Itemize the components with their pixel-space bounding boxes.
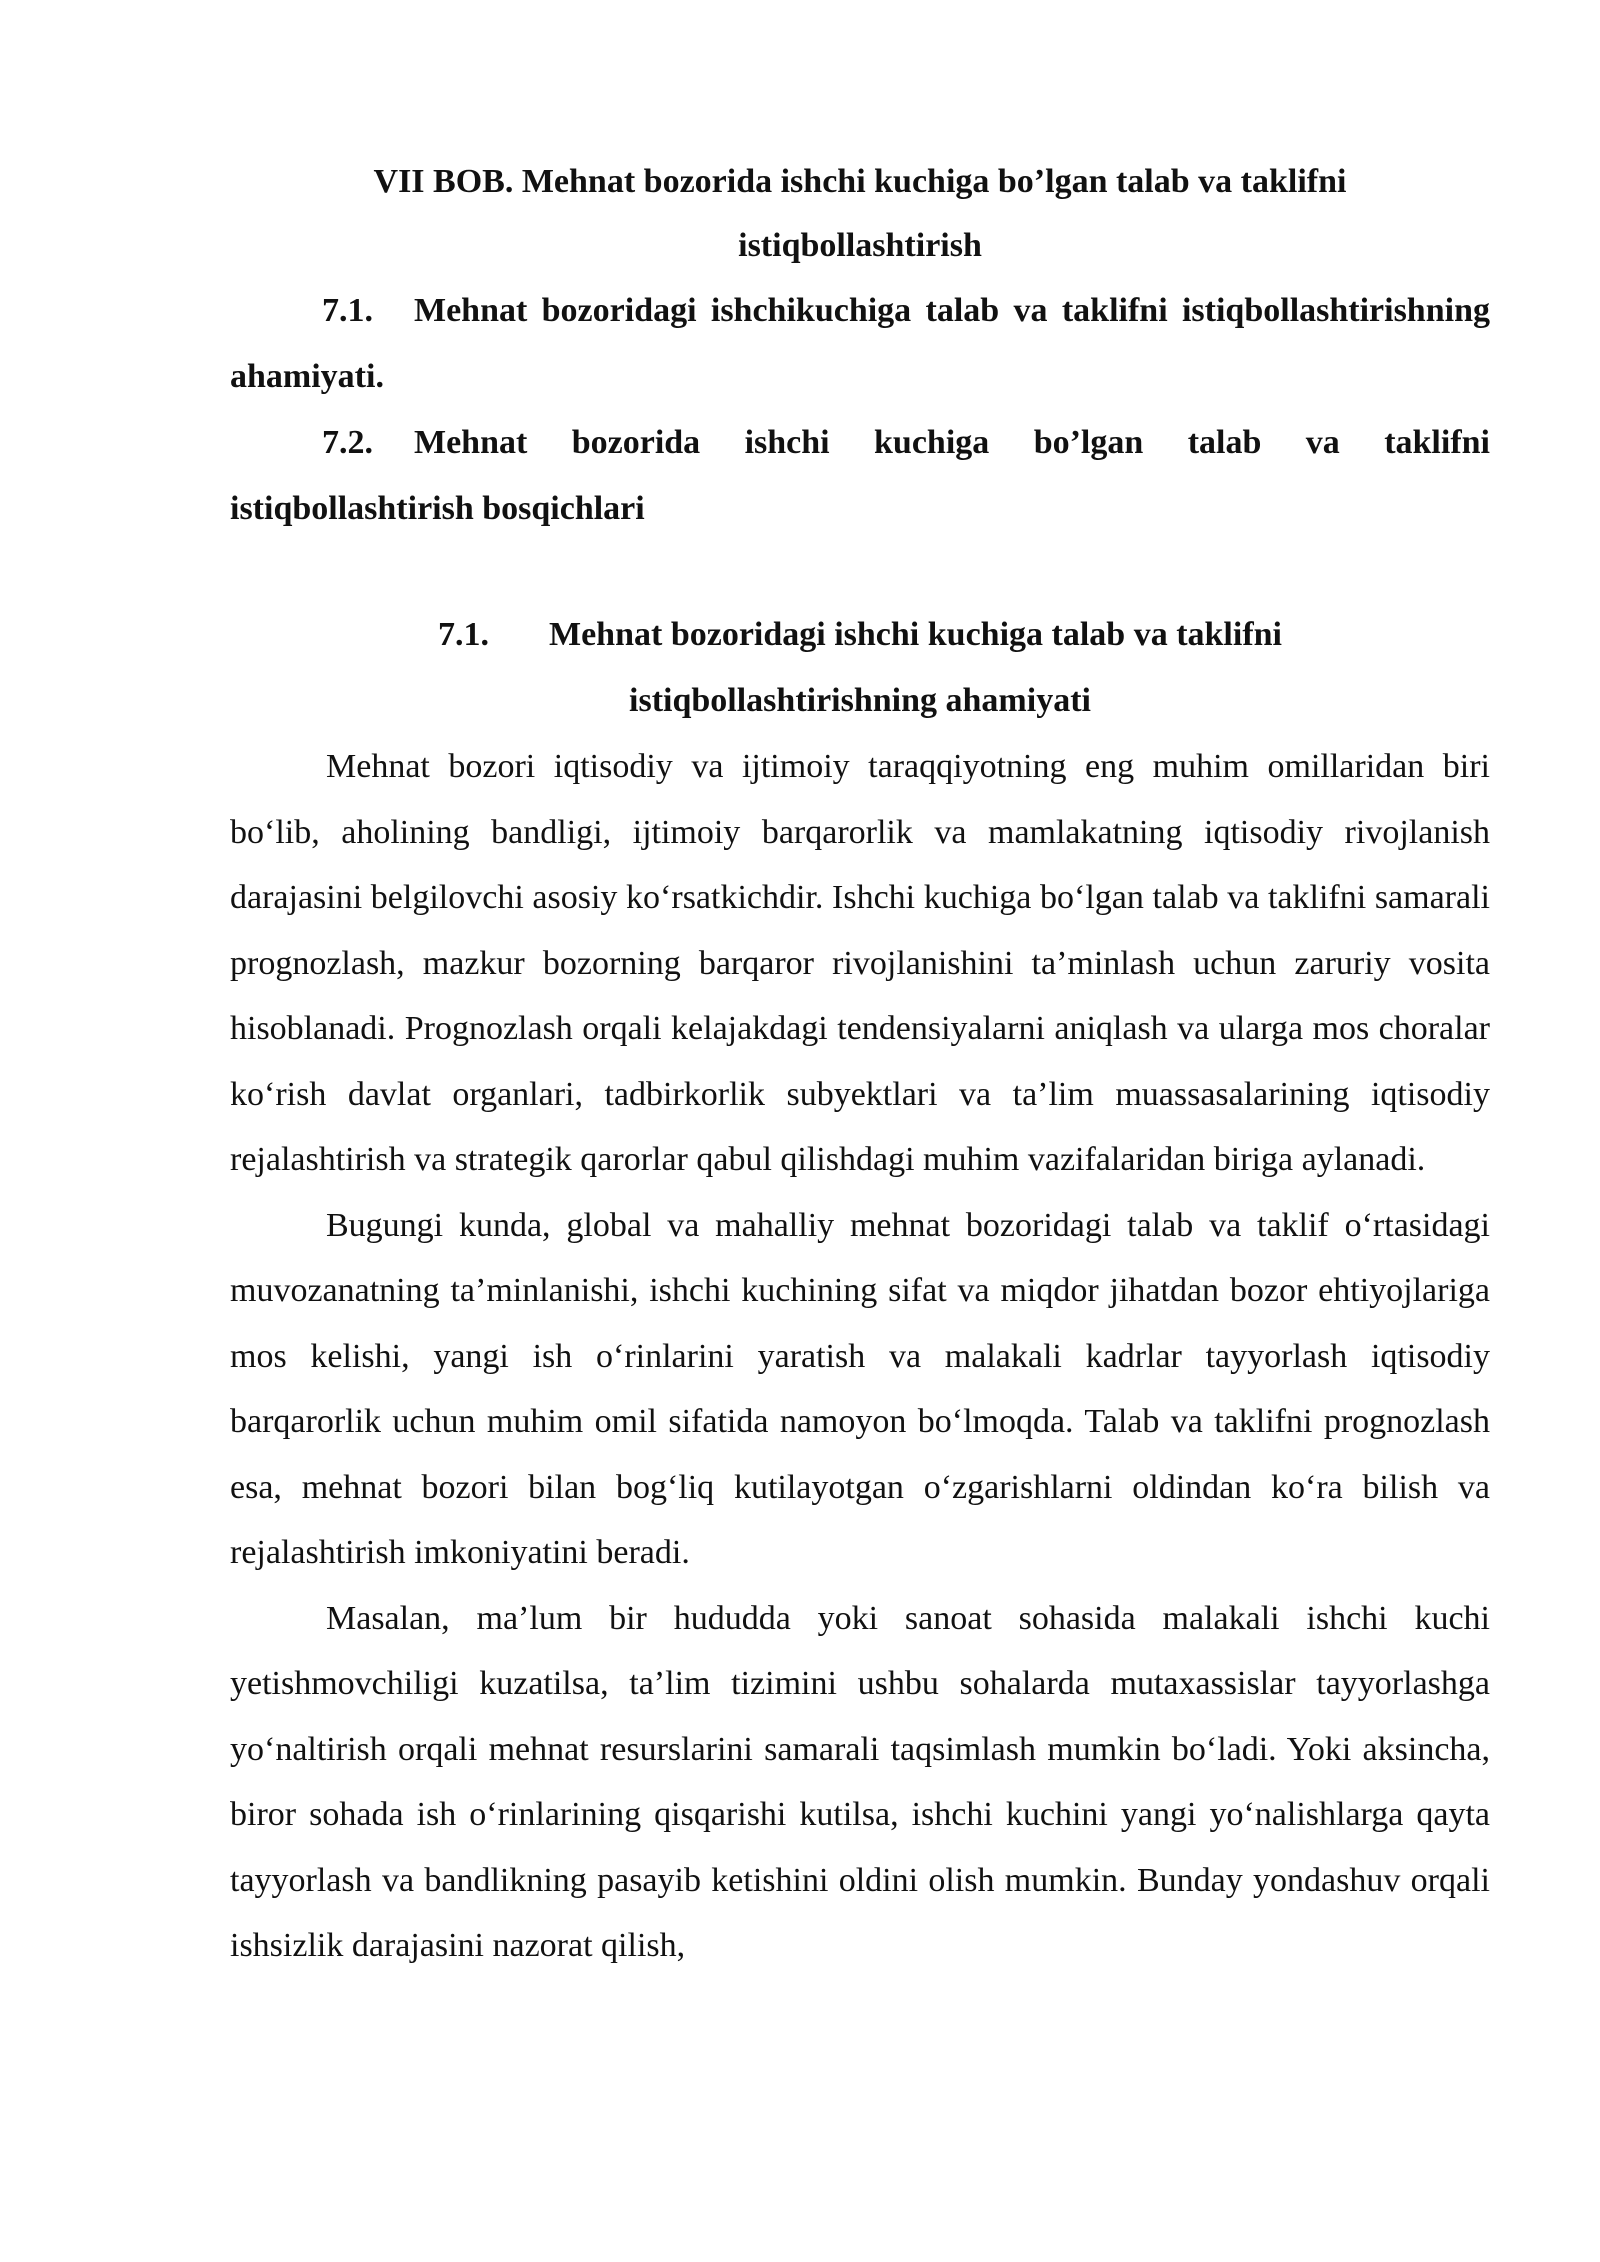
toc-item-7-2 bbox=[230, 410, 1490, 542]
section-number: 7.1. bbox=[438, 616, 489, 653]
chapter-title: VII BOB. Mehnat bozorida ishchi kuchiga bo’lgan talab va taklifni istiqbollashtirish bbox=[373, 163, 1347, 264]
paragraph-1: Mehnat bozori iqtisodiy va ijtimoiy taraqqiyotning eng muhim omillaridan biri bo‘lib, aholining bandligi, ijtimoiy barqarorlik va mamlakatning iqtisodiy rivojlanish darajasini belgilovchi asosiy ko‘rsatkichdir. Ishchi kuchiga bo‘lgan talab va taklifni samarali prognozlash, mazkur bozorning barqaror rivojlanishini ta’minlash uchun zaruriy vosita hisoblanadi. Prognozlash orqali kelajakdagi tendensiyalarni aniqlash va ularga mos choralar ko‘rish davlat organlari, tadbirkorlik subyektlari va ta’lim muassasalarining iqtisodiy rejalashtirish va strategik qarorlar qabul qilishdagi muhim vazifalaridan biriga aylanadi. bbox=[230, 748, 1490, 1178]
section-title: Mehnat bozoridagi ishchi kuchiga talab va taklifni istiqbollashtirishning ahamiyati bbox=[549, 616, 1282, 719]
toc-item-7-1 bbox=[230, 278, 1490, 410]
toc-item-text: Mehnat bozorida ishchi kuchiga bo’lgan talab va taklifni istiqbollashtirish bosqichlari bbox=[230, 424, 1490, 527]
paragraph-3: Masalan, ma’lum bir hududda yoki sanoat sohasida malakali ishchi kuchi yetishmovchiligi kuzatilsa, ta’lim tizimini ushbu sohalarda mutaxassislar tayyorlashga yo‘naltirish orqali mehnat resurslarini samarali taqsimlash mumkin bo‘ladi. Yoki aksincha, biror sohada ish o‘rinlarining qisqarishi kutilsa, ishchi kuchini yangi yo‘nalishlarga qayta tayyorlash va bandlikning pasayib ketishini oldini olish mumkin. Bunday yondashuv orqali ishsizlik darajasini nazorat qilish, bbox=[230, 1599, 1490, 1964]
paragraph-2: Bugungi kunda, global va mahalliy mehnat bozoridagi talab va taklif o‘rtasidagi muvozanatning ta’minlanishi, ishchi kuchining sifat va miqdor jihatdan bozor ehtiyojlariga mos kelishi, yangi ish o‘rinlarini yaratish va malakali kadrlar tayyorlash iqtisodiy barqarorlik uchun muhim omil sifatida namoyon bo‘lmoqda. Talab va taklifni prognozlash esa, mehnat bozori bilan bog‘liq kutilayotgan o‘zgarishlarni oldindan ko‘ra bilish va rejalashtirish imkoniyatini beradi. bbox=[230, 1206, 1490, 1571]
section-heading bbox=[230, 602, 1490, 734]
document-page bbox=[230, 150, 1490, 1979]
toc-item-number: 7.1. bbox=[322, 292, 373, 329]
toc-item-number: 7.2. bbox=[322, 424, 373, 461]
toc-item-text: Mehnat bozoridagi ishchikuchiga talab va taklifni istiqbollashtirishning ahamiyati. bbox=[230, 292, 1490, 395]
